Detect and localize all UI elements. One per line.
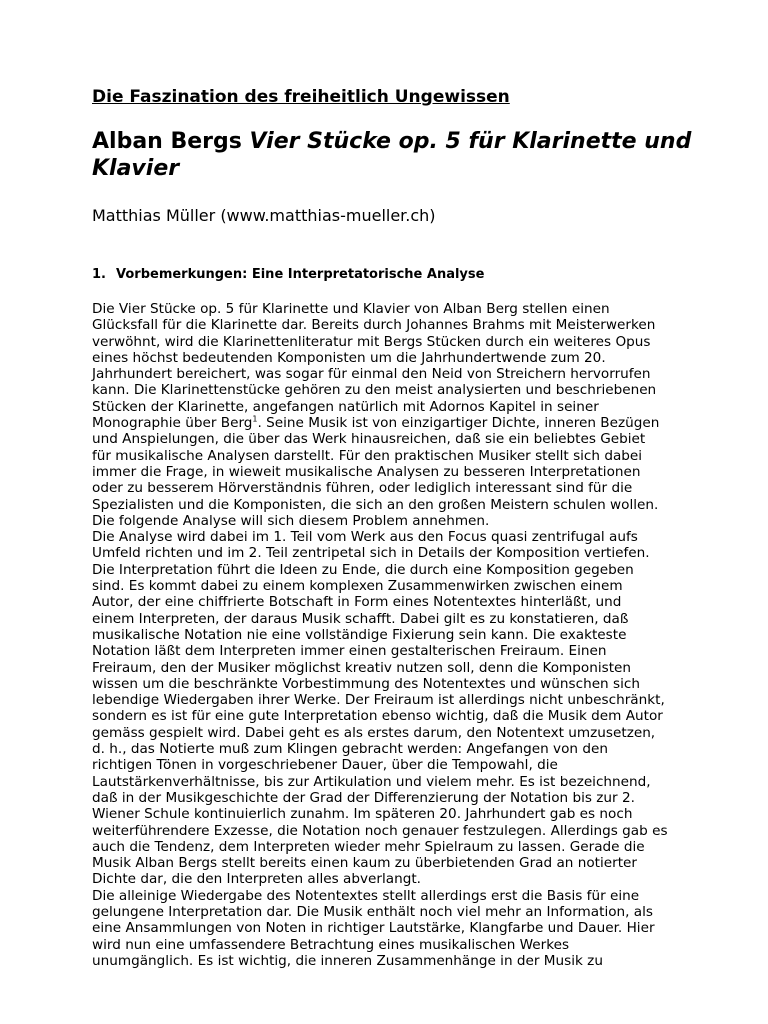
text-line: und Anspielungen, die über das Werk hinausreichen, daß sie ein beliebtes Gebiet [92, 431, 646, 448]
text-line: Die alleinige Wiedergabe des Notentextes stellt allerdings erst die Basis für eine [92, 887, 640, 904]
text-line: Spezialisten und die Komponisten, die sich an den großen Meistern schulen wollen. [92, 496, 659, 513]
text-line: oder zu besserem Hörverständnis führen, oder lediglich interessant sind für die [92, 480, 633, 497]
text-line: eines höchst bedeutenden Komponisten um die Jahrhundertwende zum 20. [92, 349, 606, 366]
text-line: eine Ansammlungen von Noten in richtiger Lautstärke, Klangfarbe und Dauer. Hier [92, 920, 655, 937]
text-line: Die folgende Analyse will sich diesem Problem annehmen. [92, 512, 490, 529]
text-line: daß in der Musikgeschichte der Grad der Differenzierung der Notation bis zur 2. [92, 789, 635, 806]
body-text [92, 301, 692, 969]
text-line: Jahrhundert bereichert, was sogar für einmal den Neid von Streichern hervorrufen [92, 366, 651, 383]
text-line: gemäss gespielt wird. Dabei geht es als erstes darum, den Notentext umzusetzen, [92, 724, 656, 741]
text-line: sondern es ist für eine gute Interpretation ebenso wichtig, daß die Musik dem Autor [92, 708, 663, 725]
text-line: kann. Die Klarinettenstücke gehören zu den meist analysierten und beschriebenen [92, 382, 657, 399]
text-line: auch die Tendenz, dem Interpreten wieder mehr Spielraum zu lassen. Gerade die [92, 838, 645, 855]
text-line: verwöhnt, wird die Klarinettenliteratur mit Bergs Stücken durch ein weiteres Opus [92, 333, 651, 350]
text-line: gelungene Interpretation dar. Die Musik enthält noch viel mehr an Information, als [92, 903, 653, 920]
text-line: Notation läßt dem Interpreten immer einen gestalterischen Freiraum. Einen [92, 643, 607, 660]
text-line: Glücksfall für die Klarinette dar. Bereits durch Johannes Brahms mit Meisterwerken [92, 317, 656, 334]
text-line: wissen um die beschränkte Vorbestimmung des Notentextes und wünschen sich [92, 675, 640, 692]
document-page [92, 86, 692, 969]
text-line: wird nun eine umfassendere Betrachtung eines musikalischen Werkes [92, 936, 570, 953]
text-line: Die Analyse wird dabei im 1. Teil vom Werk aus den Focus quasi zentrifugal aufs [92, 529, 638, 546]
text-line: immer die Frage, in wieweit musikalische Analysen zu besseren Interpretationen [92, 463, 641, 480]
document-author: Matthias Müller (www.matthias-mueller.ch) [92, 206, 436, 225]
text-line: lebendige Wiedergaben ihrer Werke. Der Freiraum ist allerdings nicht unbeschränkt, [92, 692, 665, 709]
text-line: einem Interpreten, der daraus Musik schafft. Dabei gilt es zu konstatieren, daß [92, 610, 629, 627]
section-heading [92, 266, 692, 283]
text-line: d. h., das Notierte muß zum Klingen gebracht werden: Angefangen von den [92, 741, 608, 758]
title-italic-line1: Vier Stücke op. 5 für Klarinette und [249, 129, 692, 154]
section-number: 1. [92, 267, 106, 282]
text-line: Musik Alban Bergs stellt bereits einen kaum zu überbietenden Grad an notierter [92, 855, 637, 872]
text-line: musikalische Notation nie eine vollständige Fixierung sein kann. Die exakteste [92, 626, 627, 643]
title-prefix: Alban Bergs [92, 129, 250, 154]
text-line: Die Interpretation führt die Ideen zu Ende, die durch eine Komposition gegeben [92, 561, 634, 578]
title-italic-line2: Klavier [92, 156, 180, 181]
text-line: Wiener Schule kontinuierlich zunahm. Im späteren 20. Jahrhundert gab es noch [92, 806, 633, 823]
text-line: Lautstärkenverhältnisse, bis zur Artikulation und vielem mehr. Es ist bezeichnend, [92, 773, 651, 790]
text-line: Die Vier Stücke op. 5 für Klarinette und Klavier von Alban Berg stellen einen [92, 301, 610, 317]
text-line-with-footnote [92, 415, 692, 431]
text-line: unumgänglich. Es ist wichtig, die inneren Zusammenhänge in der Musik zu [92, 952, 603, 969]
text-line: Autor, der eine chiffrierte Botschaft in Form eines Notentextes hinterläßt, und [92, 594, 622, 611]
text-segment: . Seine Musik ist von einzigartiger Dichte, inneren Bezügen [257, 415, 660, 432]
text-line: für musikalische Analysen darstellt. Für den praktischen Musiker stellt sich dabei [92, 447, 643, 464]
text-line: weiterführendere Exzesse, die Notation noch genauer festzulegen. Allerdings gab es [92, 822, 668, 839]
document-kicker: Die Faszination des freiheitlich Ungewissen [92, 87, 510, 107]
section-title: Vorbemerkungen: Eine Interpretatorische Analyse [116, 267, 485, 282]
document-title [92, 128, 692, 182]
text-line: Umfeld richten und im 2. Teil zentripetal sich in Details der Komposition vertiefen. [92, 545, 650, 562]
text-line: richtigen Tönen in vorgeschriebener Dauer, über die Tempowahl, die [92, 757, 558, 774]
text-line: Stücken der Klarinette, angefangen natürlich mit Adornos Kapitel in seiner [92, 398, 599, 415]
text-line: sind. Es kommt dabei zu einem komplexen Zusammenwirken zwischen einem [92, 578, 623, 595]
text-segment: Monographie über Berg [92, 415, 253, 432]
text-line: Freiraum, den der Musiker möglichst kreativ nutzen soll, denn die Komponisten [92, 659, 632, 676]
footnote-reference[interactable]: 1 [252, 414, 258, 424]
text-line: Dichte dar, die den Interpreten alles abverlangt. [92, 871, 421, 888]
